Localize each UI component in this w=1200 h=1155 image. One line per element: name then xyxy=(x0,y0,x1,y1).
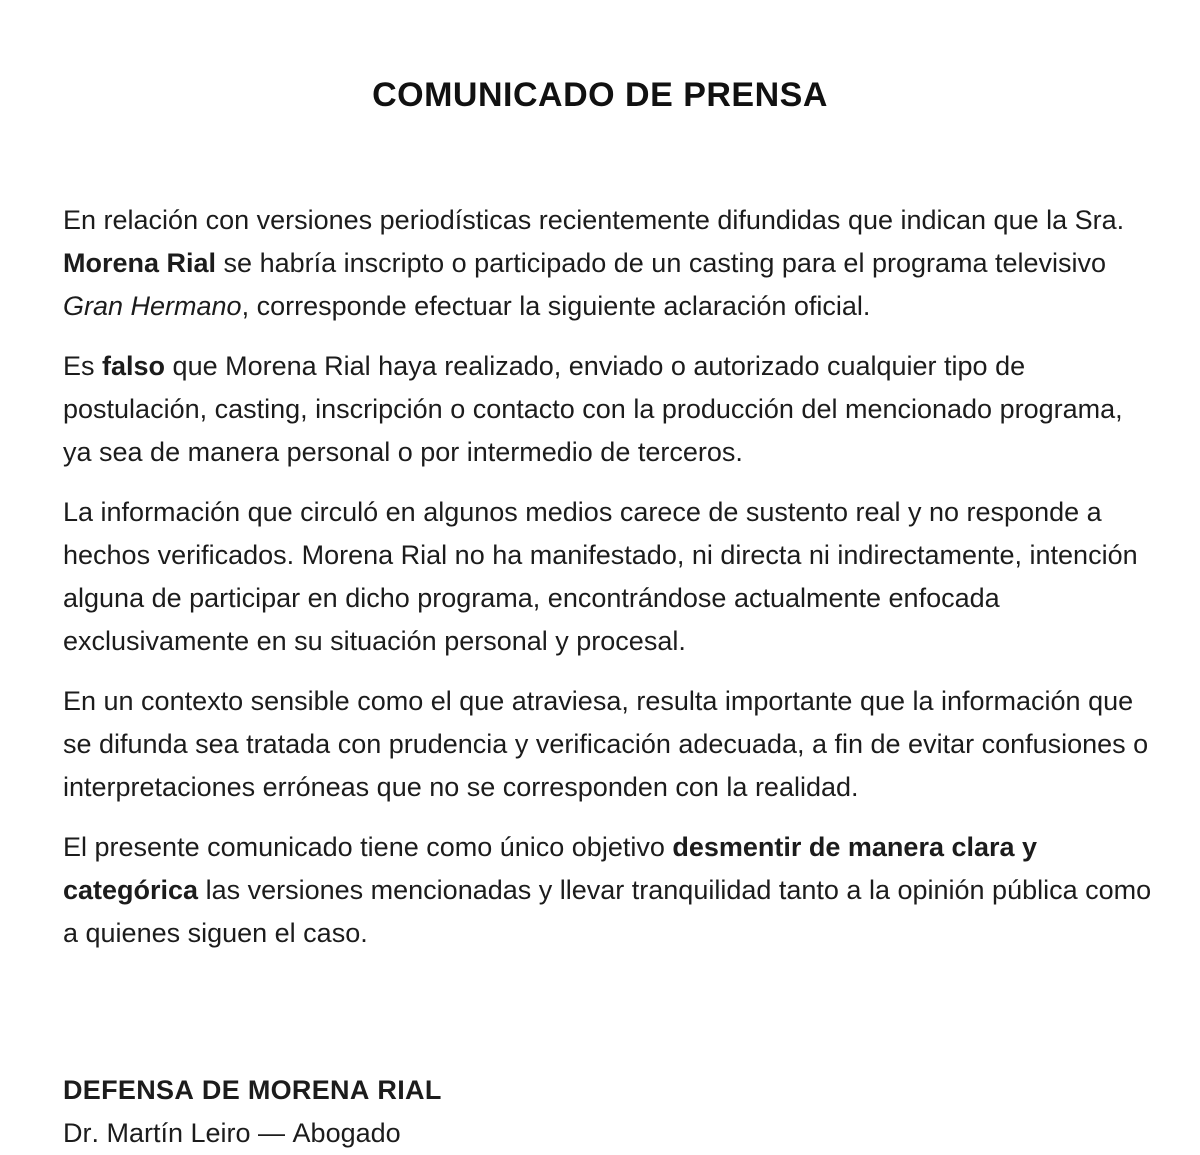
text-run: se habría inscripto o participado de un casting para el programa televisivo xyxy=(216,248,1107,278)
signature-block xyxy=(63,1069,1153,1155)
text-run: Gran Hermano xyxy=(63,291,242,321)
paragraph xyxy=(63,199,1153,328)
text-run: En un contexto sensible como el que atraviesa, resulta importante que la información que se difunda sea tratada con prudencia y verificación adecuada, a fin de evitar confusiones o interpretaciones erróneas que no se corresponden con la realidad. xyxy=(63,686,1149,802)
signature-organization: DEFENSA DE MORENA RIAL xyxy=(63,1075,442,1105)
text-run: Es xyxy=(63,351,103,381)
paragraph xyxy=(63,826,1153,955)
text-run: La información que circuló en algunos medios carece de sustento real y no responde a hechos verificados. Morena Rial no ha manifestado, ni directa ni indirectamente, intención alguna de participar en dicho programa, encontrándose actualmente enfocada exclusivamente en su situación personal y procesal. xyxy=(63,497,1138,656)
text-run: desmentir de manera clara y categórica xyxy=(63,832,1038,905)
text-run: El presente comunicado tiene como único objetivo xyxy=(63,832,673,862)
text-run: que Morena Rial haya realizado, enviado o autorizado cualquier tipo de postulación, casting, inscripción o contacto con la producción del mencionado programa, ya sea de manera personal o por intermedio de terceros. xyxy=(63,351,1123,467)
text-run: , corresponde efectuar la siguiente aclaración oficial. xyxy=(241,291,871,321)
text-run: falso xyxy=(102,351,166,381)
text-run: Morena Rial xyxy=(63,248,217,278)
paragraph xyxy=(63,491,1153,663)
document-body xyxy=(63,199,1153,1155)
document-paragraphs xyxy=(63,199,1153,955)
text-run: En relación con versiones periodísticas recientemente difundidas que indican que la Sra. xyxy=(63,205,1125,235)
text-run: las versiones mencionadas y llevar tranquilidad tanto a la opinión pública como a quienes siguen el caso. xyxy=(63,875,1152,948)
paragraph xyxy=(63,680,1153,809)
document-title: COMUNICADO DE PRENSA xyxy=(372,76,828,114)
signature-lawyer-name: Dr. Martín Leiro — Abogado xyxy=(63,1118,401,1148)
paragraph xyxy=(63,345,1153,474)
